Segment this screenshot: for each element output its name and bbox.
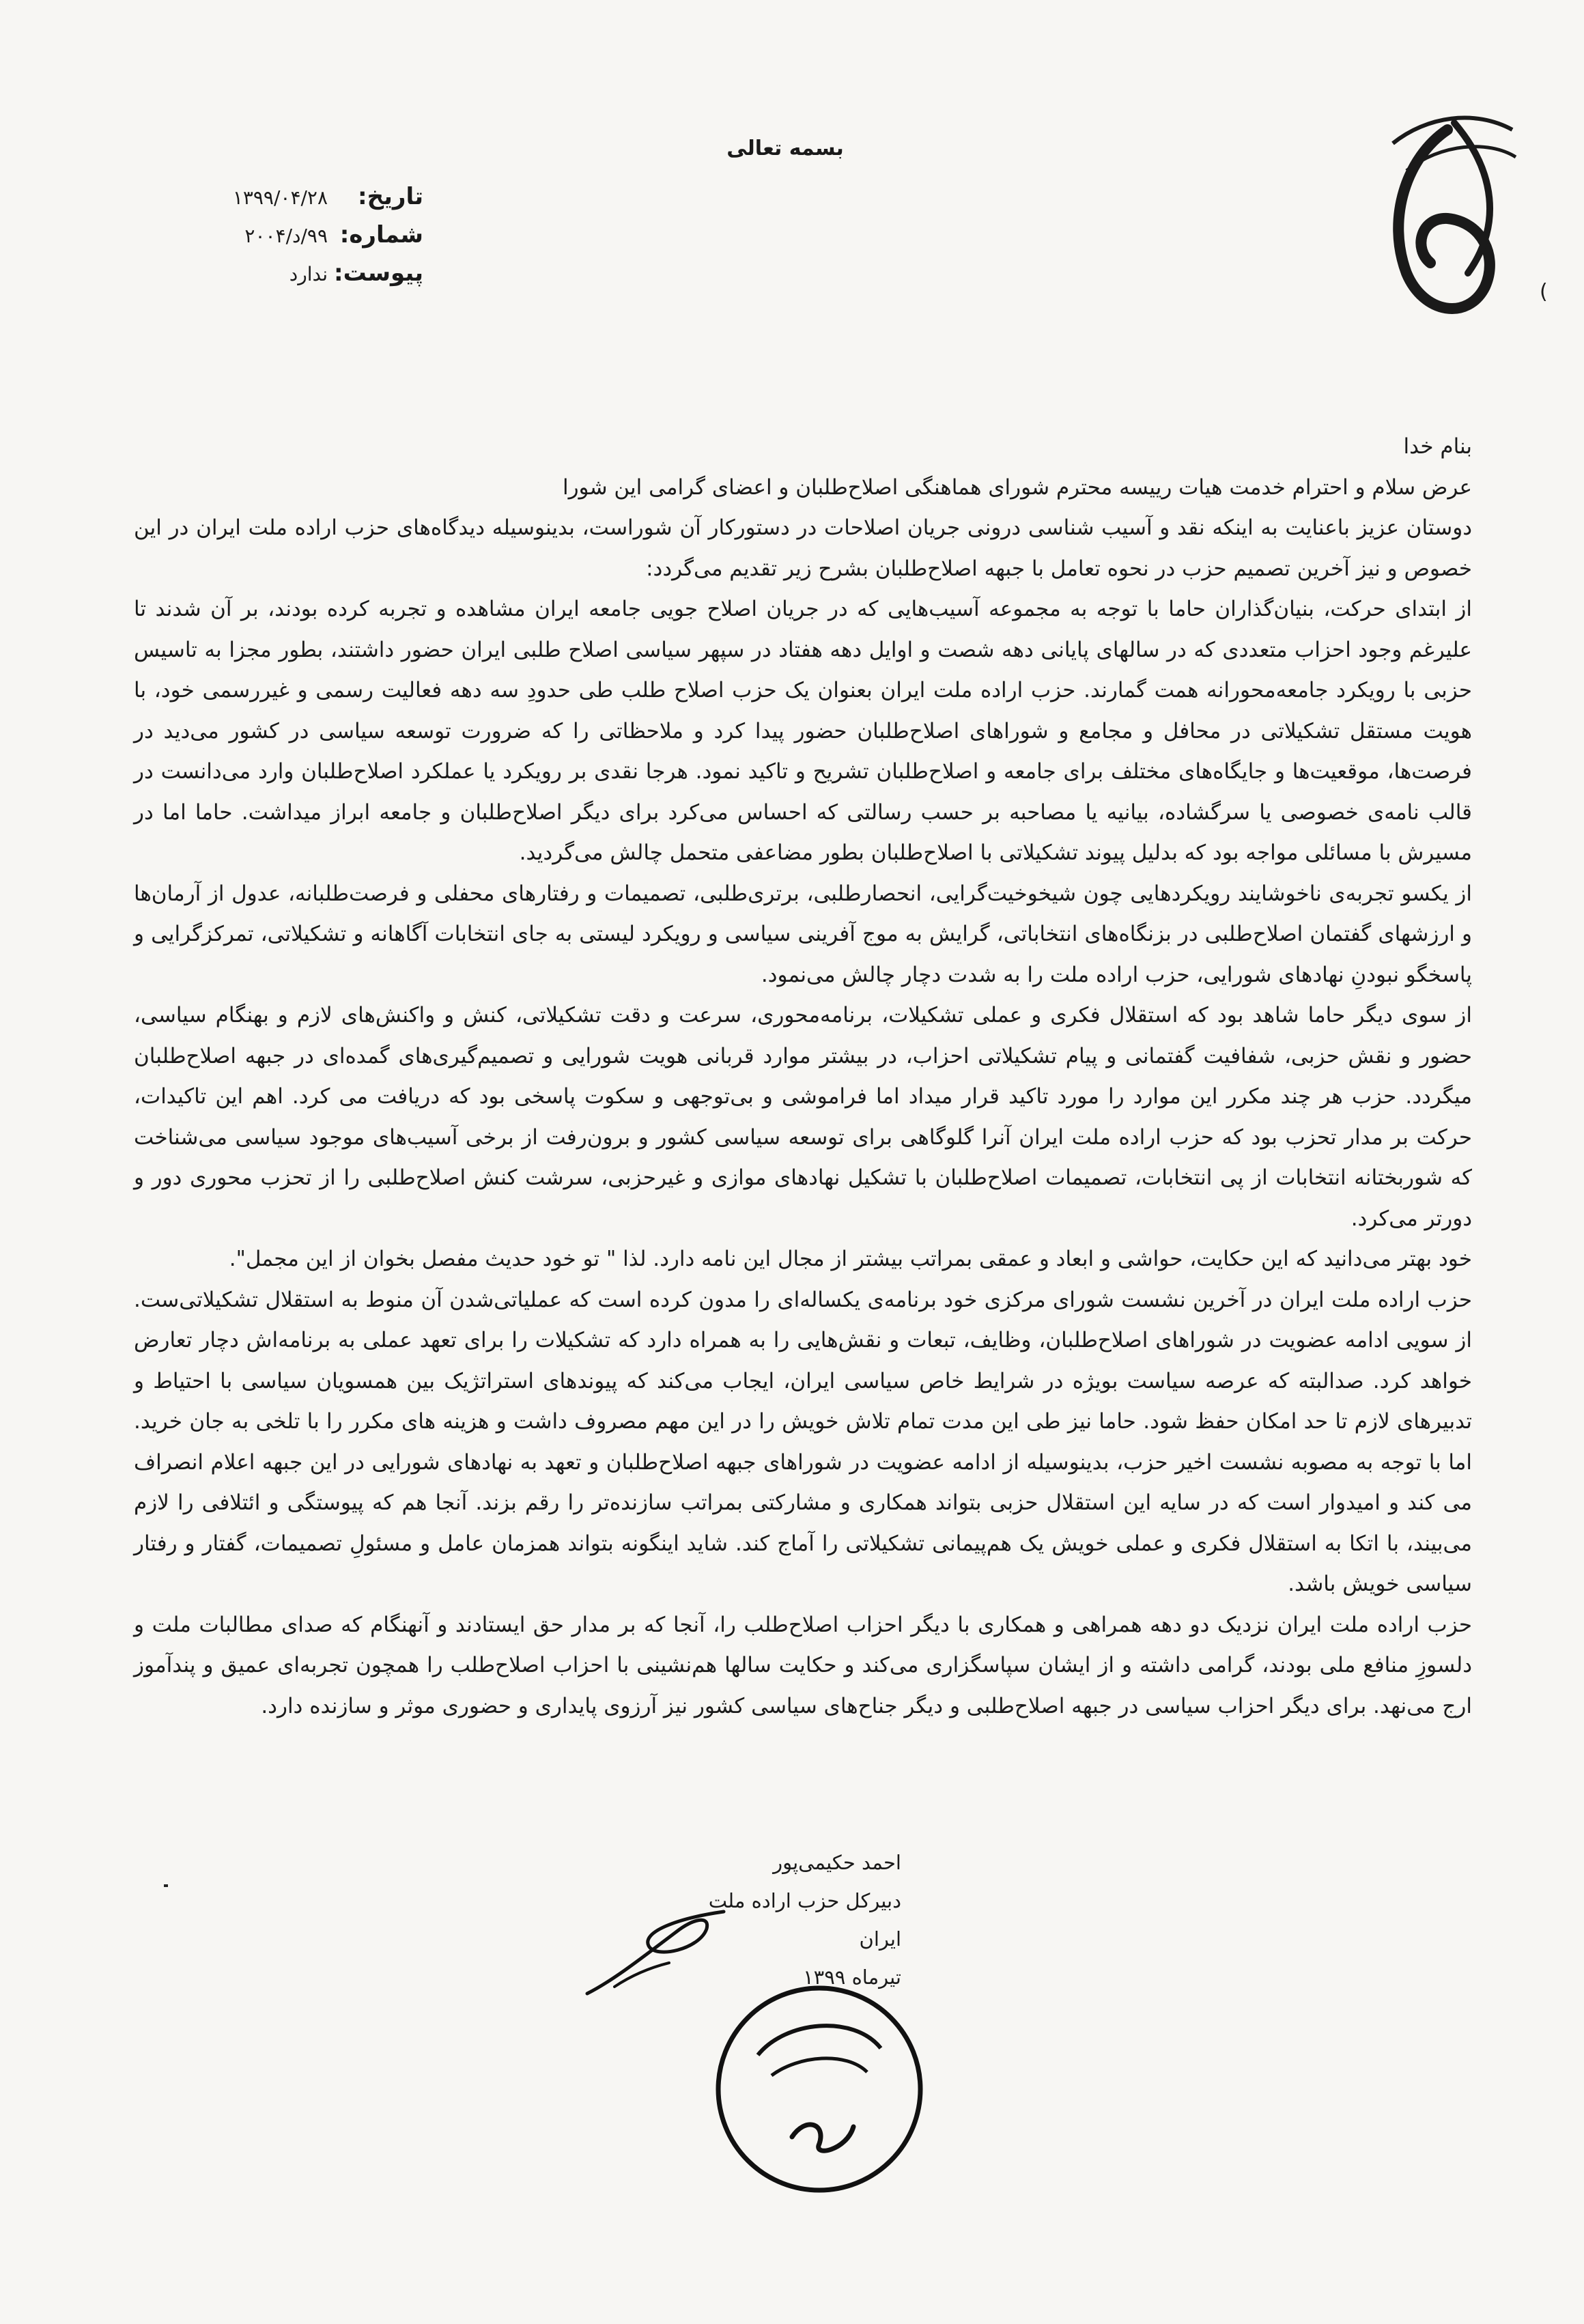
besmeh-heading: بسمه تعالی — [726, 137, 844, 160]
stray-mark — [164, 1884, 168, 1887]
letter-body — [134, 427, 1472, 1727]
paragraph: دوستان عزیز باعنایت به اینکه نقد و آسیب شناسی درونی جریان اصلاحات در دستورکار آن شوراست، بدینوسیله دیدگاه‌های حزب اراده ملت ایران در این خصوص و نیز آخرین تصمیم حزب در نحوه تعامل با جبهه اصلاح‌طلبان بشرح زیر تقدیم می‌گردد: — [134, 515, 1472, 581]
paragraph: خود بهتر می‌دانید که این حکایت، حواشی و ابعاد و عمقی بمراتب بیشتر از مجال این نامه دارد. لذا " تو خود حدیث مفصل بخوان از این مجمل". — [229, 1247, 1472, 1271]
paragraph: حزب اراده ملت ایران نزدیک دو دهه همراهی و همکاری با دیگر احزاب اصلاح‌طلب را، آنجا که بر مدار حق ایستادند و آنهنگام که صدای مطالبات ملت و دلسوزِ منافع ملی بودند، گرامی داشته و از ایشان سپاسگزاری می‌کند و حکایت سالها هم‌نشینی با احزاب اصلاح‌طلب را همچون تجربه‌ای عمیق و پندآموز ارج می‌نهد. برای دیگر احزاب سیاسی در جبهه اصلاح‌طلبی و دیگر جناح‌های سیاسی کشور نیز آرزوی پایداری و حضوری موثر و سازنده دارد. — [134, 1612, 1472, 1718]
signature-date: تیرماه ۱۳۹۹ — [803, 1966, 901, 1989]
signer-title: دبیرکل حزب اراده ملت ایران — [708, 1889, 901, 1951]
paragraph: بنام خدا — [1403, 434, 1472, 459]
number-row — [205, 221, 423, 259]
signer-name: احمد حکیمی‌پور — [773, 1851, 901, 1874]
attachment-value: ندارد — [289, 263, 328, 285]
date-label: تاریخ: — [358, 183, 423, 210]
edge-mark: ( — [1540, 280, 1548, 304]
paragraph: عرض سلام و احترام خدمت هیات رییسه محترم شورای هماهنگی اصلاح‌طلبان و اعضای گرامی این شورا — [562, 474, 1472, 500]
paragraph: از یکسو تجربه‌ی ناخوشایند رویکردهایی چون شیخوخیت‌گرایی، انحصارطلبی، برتری‌طلبی، تصمیمات و رفتارهای محفلی و فرصت‌طلبانه، عدول از آرمان‌ها و ارزشهای گفتمان اصلاح‌طلبی در بزنگاه‌های انتخاباتی، گرایش به موج آفرینی سیاسی و رویکرد لیستی به جای انتخابات آگاهانه و تشکیلاتی، تمرکزگرایی و پاسخگو نبودنِ نهادهای شورایی، حزب اراده ملت را به شدت دچار چالش می‌نمود. — [134, 881, 1472, 987]
number-label: شماره: — [339, 221, 423, 249]
letter-meta — [205, 183, 423, 298]
party-stamp — [710, 1980, 929, 2198]
attachment-label: پیوست: — [334, 259, 423, 287]
paragraph: از ابتدای حرکت، بنیان‌گذاران حاما با توجه به مجموعه آسیب‌هایی که در جریان اصلاح جویی جامعه ایران مشاهده و تجربه کرده بودند، بر آن شدند تا علیرغم وجود احزاب متعددی که در سالهای پایانی دهه شصت و اوایل دهه هفتاد در سپهر سیاسی اصلاح طلبی ایران حضور داشتند، بطور مجزا به تاسیس حزبی با رویکرد جامعه‌محورانه همت گمارند. حزب اراده ملت ایران بعنوان یک حزب اصلاح طلب طی حدودِ سه دهه فعالیت رسمی و غیررسمی خود، با هویت مستقل تشکیلاتی در محافل و مجامع و شوراهای اصلاح‌طلبان حضور پیدا کرد و ملاحظاتی را که ضرورت توسعه سیاسی در کشور می‌دید در فرصت‌ها، موقعیت‌ها و جایگاه‌های مختلف برای جامعه و اصلاح‌طلبان تشریح و تاکید نمود. هرجا نقدی بر رویکرد یا عملکرد اصلاح‌طلبان وارد می‌دانست در قالب نامه‌ی خصوصی یا سرگشاده، بیانیه یا مصاحبه بر حسب رسالتی که احساس می‌کرد برای دیگر اصلاح‌طلبان و جامعه ابراز میداشت. حاما اما در مسیرش با مسائلی مواجه بود که بدلیل پیوند تشکیلاتی با اصلاح‌طلبان بطور مضاعفی متحمل چالش می‌گردید. — [134, 597, 1472, 865]
party-logo-icon — [1366, 102, 1523, 335]
paragraph: از سوی دیگر حاما شاهد بود که استقلال فکری و عملی تشکیلات، برنامه‌محوری، سرعت و دقت تشکیلاتی، کنش و واکنش‌های لازم و بهنگام سیاسی، حضور و نقش حزبی، شفافیت گفتمانی و پیام تشکیلاتی احزاب، در بیشتر موارد قربانی هویت شورایی و تصمیم‌گیری‌های گمده‌ای در جبهه اصلاح‌طلبان میگردد. حزب هر چند مکرر این موارد را مورد تاکید قرار میداد اما فراموشی و بی‌توجهی و سکوت پاسخی بود که دریافت می کرد. اهم این تاکیدات، حرکت بر مدار تحزب بود که حزب اراده ملت ایران آنرا گلوگاهی برای توسعه سیاسی کشور و برون‌رفت از برخی آسیب‌های موجود سیاسی می‌شناخت که شوربختانه انتخابات از پی انتخابات، تصمیمات اصلاح‌طلبان با تشکیل نهادهای موازی و غیرحزبی، سرشت کنش اصلاح‌طلبی را از تحزب محوری دور و دورتر می‌کرد. — [134, 1003, 1472, 1231]
date-row — [205, 183, 423, 221]
attachment-row — [205, 259, 423, 298]
date-value: ۱۳۹۹/۰۴/۲۸ — [232, 186, 328, 209]
number-value: ۹۹/د/۲۰۰۴ — [244, 225, 328, 247]
paragraph: حزب اراده ملت ایران در آخرین نشست شورای مرکزی خود برنامه‌ی یکساله‌ای را مدون کرده است که عملیاتی‌شدن آن منوط به استقلال تشکیلاتی‌ست. از سویی ادامه عضویت در شوراهای اصلاح‌طلبان، وظایف، تبعات و نقش‌هایی را به همراه دارد که تشکیلات را برای تعهد عملی به برنامه‌اش دچار تعارض خواهد کرد. صدالبته که عرصه سیاست بویژه در شرایط خاص سیاسی ایران، ایجاب می‌کند که پیوندهای استراتژیک بین همسویان سیاسی با احتیاط و تدبیرهای لازم تا حد امکان حفظ شود. حاما نیز طی این مدت تمام تلاش خویش را در این مهم مصروف داشت و هزینه های مکرر را با تلخی به جان خرید. اما با توجه به مصوبه نشست اخیر حزب، بدینوسیله از ادامه عضویت در شوراهای جبهه اصلاح‌طلبان و تعهد به نهادهای شورایی در این جبهه اعلام انصراف می کند و امیدوار است که در سایه این استقلال حزبی بتواند همکاری و مشارکتی بمراتب سازنده‌تر را رقم بزند. آنجا هم که پیوستگی و ائتلافی را لازم می‌بیند، با اتکا به استقلال فکری و عملی خویش یک هم‌پیمانی تشکیلاتی را آماج کند. شاید اینگونه بتواند همزمان عامل و مسئولِ تصمیمات، گفتار و رفتار سیاسی خویش باشد. — [134, 1287, 1472, 1596]
